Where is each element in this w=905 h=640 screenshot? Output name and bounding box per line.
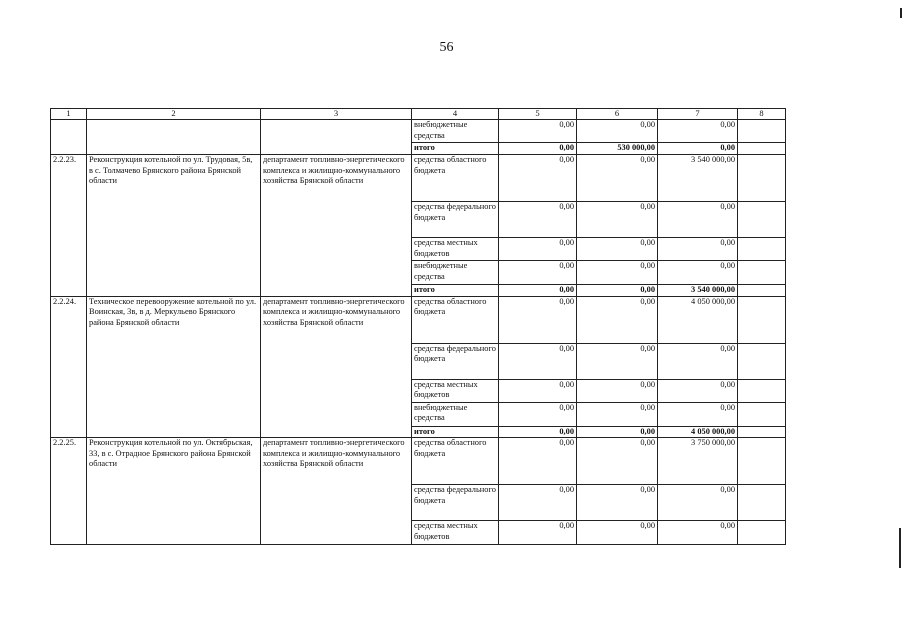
value-col8 — [738, 238, 786, 261]
value-col6: 0,00 — [577, 426, 658, 438]
value-col6: 0,00 — [577, 296, 658, 343]
item-name: Реконструкция котельной по ул. Трудовая, 5в, в с. Толмачево Брянского района Брянской области — [87, 155, 261, 297]
source-cell: внебюджетные средства — [412, 402, 499, 426]
value-col6: 0,00 — [577, 202, 658, 238]
value-col7: 0,00 — [658, 261, 738, 285]
source-cell: средства местных бюджетов — [412, 521, 499, 545]
value-col6: 0,00 — [577, 402, 658, 426]
column-number: 1 — [51, 109, 87, 120]
value-col8 — [738, 143, 786, 155]
source-cell: средства областного бюджета — [412, 296, 499, 343]
value-col5: 0,00 — [499, 285, 577, 297]
value-col6: 0,00 — [577, 343, 658, 379]
value-col7: 0,00 — [658, 202, 738, 238]
value-col8 — [738, 343, 786, 379]
value-col6: 0,00 — [577, 438, 658, 485]
source-cell: средства федерального бюджета — [412, 343, 499, 379]
scan-artifact — [899, 528, 901, 568]
table-row — [51, 438, 786, 485]
column-number: 7 — [658, 109, 738, 120]
value-col7: 0,00 — [658, 143, 738, 155]
source-cell: внебюджетные средства — [412, 120, 499, 143]
value-col6: 0,00 — [577, 238, 658, 261]
value-col8 — [738, 402, 786, 426]
column-number: 5 — [499, 109, 577, 120]
funding-table — [50, 108, 786, 545]
responsible-department: департамент топливно-энергетического комплекса и жилищно-коммунального хозяйства Брянской области — [261, 296, 412, 438]
item-code: 2.2.23. — [51, 155, 87, 297]
value-col5: 0,00 — [499, 343, 577, 379]
value-col8 — [738, 379, 786, 402]
value-col7: 3 540 000,00 — [658, 285, 738, 297]
scan-artifact — [900, 8, 902, 18]
column-number: 8 — [738, 109, 786, 120]
value-col8 — [738, 285, 786, 297]
dept-cell — [261, 120, 412, 155]
value-col5: 0,00 — [499, 120, 577, 143]
source-cell: внебюджетные средства — [412, 261, 499, 285]
source-cell: средства местных бюджетов — [412, 379, 499, 402]
source-cell: средства областного бюджета — [412, 155, 499, 202]
column-number: 2 — [87, 109, 261, 120]
value-col8 — [738, 296, 786, 343]
value-col6: 0,00 — [577, 379, 658, 402]
source-cell: итого — [412, 285, 499, 297]
column-number: 3 — [261, 109, 412, 120]
value-col8 — [738, 426, 786, 438]
value-col7: 0,00 — [658, 120, 738, 143]
source-cell: средства федерального бюджета — [412, 485, 499, 521]
value-col8 — [738, 521, 786, 545]
value-col7: 0,00 — [658, 485, 738, 521]
value-col6: 0,00 — [577, 485, 658, 521]
value-col7: 3 750 000,00 — [658, 438, 738, 485]
name-cell — [87, 120, 261, 155]
value-col7: 4 050 000,00 — [658, 426, 738, 438]
value-col7: 0,00 — [658, 343, 738, 379]
value-col8 — [738, 155, 786, 202]
source-cell: средства федерального бюджета — [412, 202, 499, 238]
value-col7: 3 540 000,00 — [658, 155, 738, 202]
value-col5: 0,00 — [499, 143, 577, 155]
table-row — [51, 155, 786, 202]
value-col8 — [738, 485, 786, 521]
value-col7: 4 050 000,00 — [658, 296, 738, 343]
table-row — [51, 296, 786, 343]
value-col5: 0,00 — [499, 296, 577, 343]
value-col6: 530 000,00 — [577, 143, 658, 155]
value-col5: 0,00 — [499, 202, 577, 238]
code-cell — [51, 120, 87, 155]
value-col8 — [738, 261, 786, 285]
value-col8 — [738, 438, 786, 485]
item-name: Техническое перевооружение котельной по ул. Воинская, 3в, в д. Меркульево Брянского района Брянской области — [87, 296, 261, 438]
responsible-department: департамент топливно-энергетического комплекса и жилищно-коммунального хозяйства Брянской области — [261, 438, 412, 545]
value-col5: 0,00 — [499, 402, 577, 426]
item-code: 2.2.24. — [51, 296, 87, 438]
column-number: 6 — [577, 109, 658, 120]
value-col7: 0,00 — [658, 238, 738, 261]
value-col5: 0,00 — [499, 485, 577, 521]
source-cell: средства местных бюджетов — [412, 238, 499, 261]
value-col6: 0,00 — [577, 521, 658, 545]
source-cell: итого — [412, 143, 499, 155]
value-col8 — [738, 202, 786, 238]
value-col5: 0,00 — [499, 155, 577, 202]
value-col5: 0,00 — [499, 379, 577, 402]
value-col5: 0,00 — [499, 426, 577, 438]
value-col7: 0,00 — [658, 379, 738, 402]
value-col6: 0,00 — [577, 285, 658, 297]
value-col5: 0,00 — [499, 238, 577, 261]
value-col6: 0,00 — [577, 155, 658, 202]
table-row — [51, 120, 786, 143]
column-number: 4 — [412, 109, 499, 120]
value-col8 — [738, 120, 786, 143]
item-code: 2.2.25. — [51, 438, 87, 545]
value-col5: 0,00 — [499, 438, 577, 485]
source-cell: средства областного бюджета — [412, 438, 499, 485]
page-number: 56 — [439, 40, 454, 55]
source-cell: итого — [412, 426, 499, 438]
column-number-row — [51, 109, 786, 120]
value-col6: 0,00 — [577, 261, 658, 285]
item-name: Реконструкция котельной по ул. Октябрьская, 33, в с. Отрадное Брянского района Брянской области — [87, 438, 261, 545]
responsible-department: департамент топливно-энергетического комплекса и жилищно-коммунального хозяйства Брянской области — [261, 155, 412, 297]
value-col7: 0,00 — [658, 521, 738, 545]
value-col7: 0,00 — [658, 402, 738, 426]
value-col5: 0,00 — [499, 521, 577, 545]
value-col5: 0,00 — [499, 261, 577, 285]
value-col6: 0,00 — [577, 120, 658, 143]
